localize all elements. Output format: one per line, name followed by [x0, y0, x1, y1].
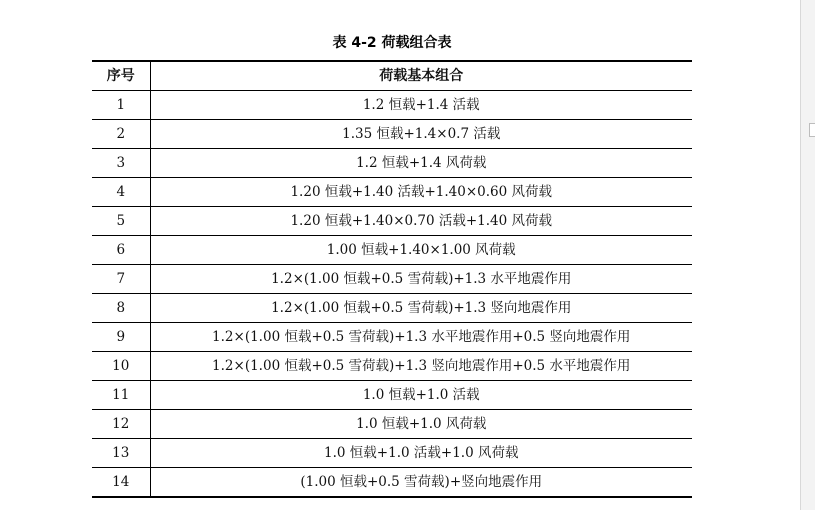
viewer-scrollbar-track[interactable]: [800, 0, 815, 510]
table-title: 表 4-2 荷载组合表: [332, 35, 452, 51]
row-combination: 1.0 恒载+1.0 活载: [150, 381, 692, 410]
row-number: 13: [92, 439, 150, 468]
row-combination: 1.2×(1.00 恒载+0.5 雪荷载)+1.3 水平地震作用: [150, 265, 692, 294]
table-row: [92, 149, 692, 178]
row-number: 4: [92, 178, 150, 207]
row-number: 9: [92, 323, 150, 352]
table-row: [92, 468, 692, 498]
table-row: [92, 410, 692, 439]
page-edge-marker: [809, 123, 815, 137]
table-row: [92, 236, 692, 265]
table-row: [92, 381, 692, 410]
table-row: [92, 294, 692, 323]
row-number: 12: [92, 410, 150, 439]
row-number: 7: [92, 265, 150, 294]
row-number: 8: [92, 294, 150, 323]
column-header-combination: 荷载基本组合: [150, 61, 692, 91]
row-number: 10: [92, 352, 150, 381]
row-number: 14: [92, 468, 150, 498]
row-combination: 1.2 恒载+1.4 活载: [150, 91, 692, 120]
table-row: [92, 352, 692, 381]
table-header-row: [92, 61, 692, 91]
row-combination: 1.2×(1.00 恒载+0.5 雪荷载)+1.3 水平地震作用+0.5 竖向地震作用: [150, 323, 692, 352]
row-combination: 1.35 恒载+1.4×0.7 活载: [150, 120, 692, 149]
row-number: 6: [92, 236, 150, 265]
row-combination: 1.20 恒载+1.40×0.70 活载+1.40 风荷载: [150, 207, 692, 236]
table-row: [92, 178, 692, 207]
row-number: 2: [92, 120, 150, 149]
table-row: [92, 265, 692, 294]
row-number: 11: [92, 381, 150, 410]
row-combination: 1.2×(1.00 恒载+0.5 雪荷载)+1.3 竖向地震作用: [150, 294, 692, 323]
table-row: [92, 120, 692, 149]
row-combination: 1.2 恒载+1.4 风荷载: [150, 149, 692, 178]
table-row: [92, 207, 692, 236]
row-number: 5: [92, 207, 150, 236]
row-number: 3: [92, 149, 150, 178]
row-combination: 1.20 恒载+1.40 活载+1.40×0.60 风荷载: [150, 178, 692, 207]
column-header-number: 序号: [92, 61, 150, 91]
row-combination: 1.0 恒载+1.0 风荷载: [150, 410, 692, 439]
row-number: 1: [92, 91, 150, 120]
row-combination: 1.2×(1.00 恒载+0.5 雪荷载)+1.3 竖向地震作用+0.5 水平地震作用: [150, 352, 692, 381]
table-row: [92, 91, 692, 120]
table-row: [92, 323, 692, 352]
load-combination-table: [92, 60, 692, 498]
table-row: [92, 439, 692, 468]
row-combination: 1.0 恒载+1.0 活载+1.0 风荷载: [150, 439, 692, 468]
row-combination: 1.00 恒载+1.40×1.00 风荷载: [150, 236, 692, 265]
row-combination: (1.00 恒载+0.5 雪荷载)+竖向地震作用: [150, 468, 692, 498]
